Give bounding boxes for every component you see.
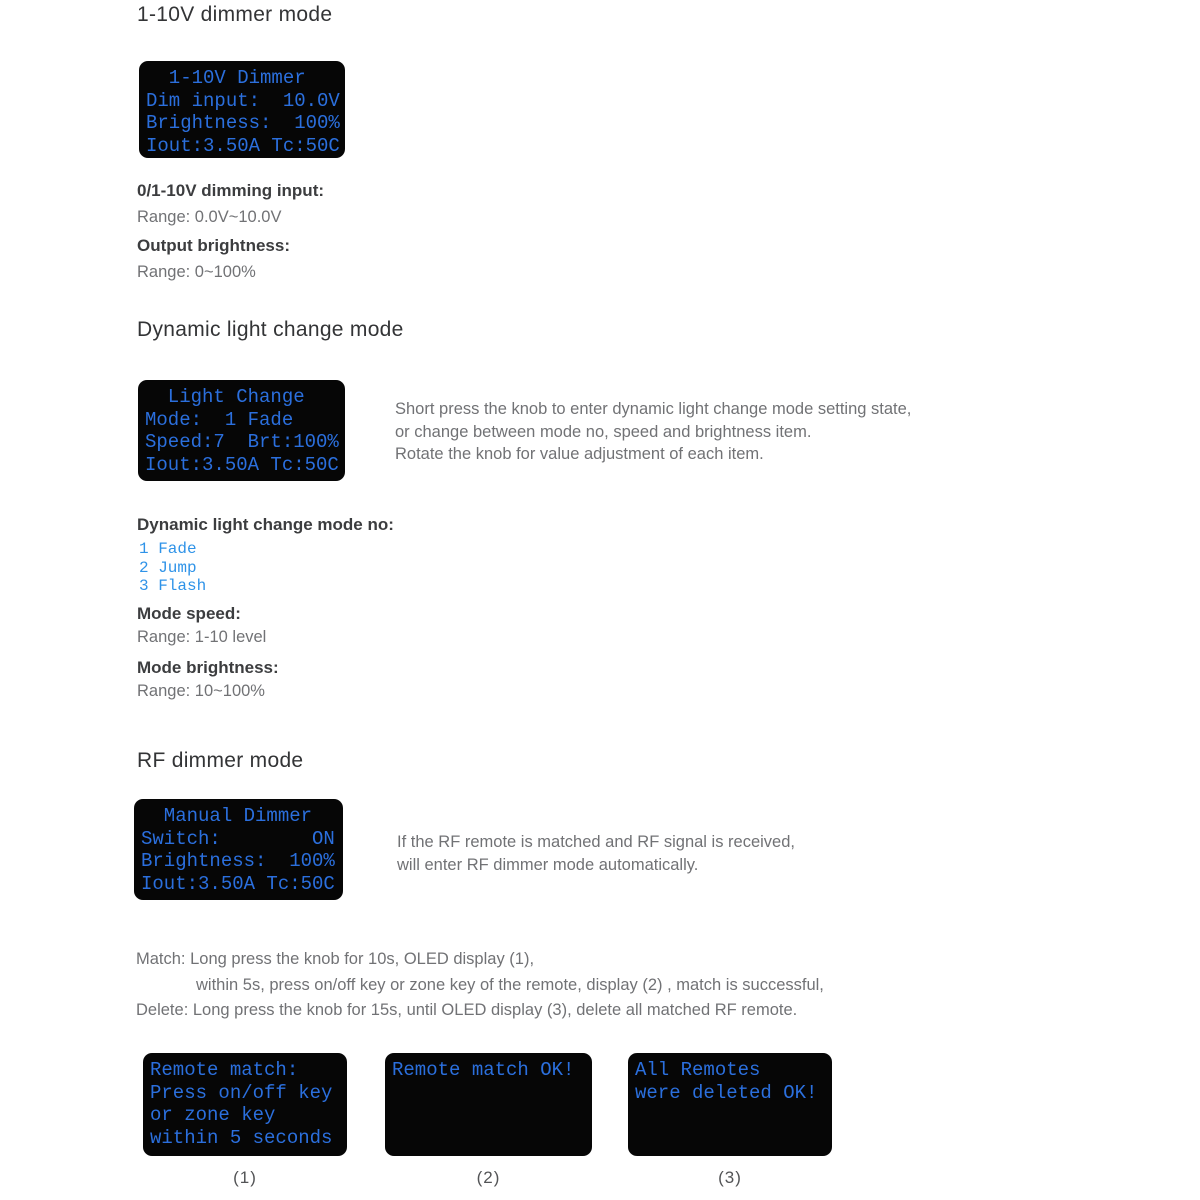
oled-display-light-change bbox=[138, 380, 345, 481]
oled-display-remotes-deleted bbox=[628, 1053, 832, 1156]
oled-line: Switch: ON bbox=[141, 827, 335, 850]
oled-line: Brightness: 100% bbox=[141, 850, 335, 872]
display-caption-2: (2) bbox=[476, 1168, 501, 1187]
mode-no-list bbox=[139, 540, 206, 596]
instruction-line-delete: Delete: Long press the knob for 15s, until OLED display (3), delete all matched RF remote. bbox=[136, 1001, 798, 1019]
oled-line: Dim input: 10.0V bbox=[146, 89, 340, 112]
oled-line: were deleted OK! bbox=[635, 1081, 818, 1104]
oled-line: All Remotes bbox=[635, 1059, 761, 1081]
dynamic-mode-note bbox=[395, 398, 911, 466]
oled-display-manual-dimmer bbox=[134, 799, 343, 900]
spec-label-mode-speed: Mode speed: bbox=[137, 604, 241, 623]
rf-match-delete-instructions bbox=[136, 947, 824, 1024]
mode-list-item-fade: 1 Fade bbox=[139, 540, 197, 558]
spec-value-dimming-input-range: Range: 0.0V~10.0V bbox=[137, 208, 282, 226]
instruction-line-match: Match: Long press the knob for 10s, OLED display (1), bbox=[136, 950, 535, 968]
oled-line: Press on/off key bbox=[150, 1081, 333, 1104]
mode-list-item-jump: 2 Jump bbox=[139, 558, 197, 577]
oled-display-1-10v-dimmer bbox=[139, 61, 345, 158]
spec-label-mode-brightness: Mode brightness: bbox=[137, 658, 279, 677]
oled-line: 1-10V Dimmer bbox=[146, 67, 306, 89]
oled-line: Remote match OK! bbox=[392, 1059, 575, 1081]
note-line: will enter RF dimmer mode automatically. bbox=[397, 855, 699, 874]
note-line: Rotate the knob for value adjustment of each item. bbox=[395, 445, 764, 463]
section-title-dynamic-light-change-mode: Dynamic light change mode bbox=[137, 318, 404, 341]
oled-line: Iout:3.50A Tc:50C bbox=[146, 134, 340, 157]
oled-line: Iout:3.50A Tc:50C bbox=[145, 453, 339, 476]
oled-line: Light Change bbox=[145, 386, 305, 408]
mode-list-item-flash: 3 Flash bbox=[139, 577, 207, 595]
section-title-1-10v-dimmer-mode: 1-10V dimmer mode bbox=[137, 3, 333, 26]
spec-value-mode-brightness-range: Range: 10~100% bbox=[137, 682, 265, 700]
spec-value-mode-speed-range: Range: 1-10 level bbox=[137, 628, 267, 646]
oled-line: within 5 seconds bbox=[150, 1126, 333, 1149]
oled-line: Mode: 1 Fade bbox=[145, 408, 294, 431]
instruction-line-within: within 5s, press on/off key or zone key of the remote, display (2) , match is successful, bbox=[196, 975, 824, 994]
note-line: If the RF remote is matched and RF signal is received, bbox=[397, 833, 795, 851]
oled-line: Manual Dimmer bbox=[141, 805, 313, 827]
oled-line: Speed:7 Brt:100% bbox=[145, 431, 339, 453]
display-caption-1: (1) bbox=[233, 1168, 257, 1187]
oled-display-remote-match-prompt bbox=[143, 1053, 347, 1156]
oled-line: Iout:3.50A Tc:50C bbox=[141, 872, 335, 895]
spec-label-dimming-input: 0/1-10V dimming input: bbox=[137, 181, 325, 200]
oled-line: Remote match: bbox=[150, 1059, 299, 1081]
oled-display-remote-match-ok bbox=[385, 1053, 592, 1156]
oled-line: or zone key bbox=[150, 1104, 276, 1126]
note-line: or change between mode no, speed and brightness item. bbox=[395, 422, 812, 441]
rf-mode-note bbox=[397, 831, 795, 876]
oled-line: Brightness: 100% bbox=[146, 112, 340, 134]
section-title-rf-dimmer-mode: RF dimmer mode bbox=[137, 749, 304, 772]
display-caption-3: (3) bbox=[718, 1168, 742, 1187]
spec-label-output-brightness: Output brightness: bbox=[137, 236, 290, 255]
note-line: Short press the knob to enter dynamic light change mode setting state, bbox=[395, 400, 912, 418]
mode-no-list-label: Dynamic light change mode no: bbox=[137, 515, 394, 534]
spec-value-output-brightness-range: Range: 0~100% bbox=[137, 263, 256, 281]
